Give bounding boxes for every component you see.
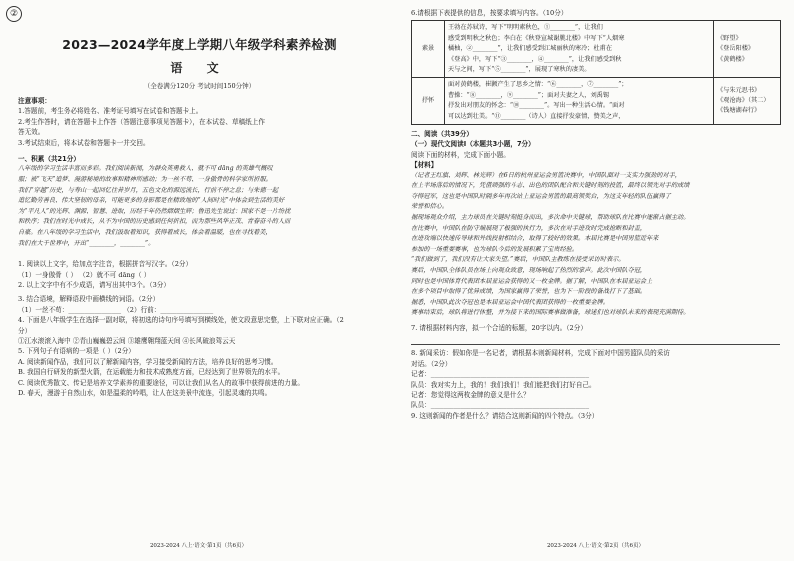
passage-line: （记者王红旗、刘辉、林光辉）在6日的杭州亚运会男篮决赛中，中国队面对一支实力强劲的对手， [411,171,681,179]
question-5-option-b[interactable]: B. 我国自行研发的新型火箭，在运载能力和技术成熟度方面，已经达到了世界领先的水平。 [18,368,285,377]
passage-line: 和秩序；我们在时光中成长，从不为中国的历史感到任何折扣，而为那些风华正茂、青春奋斗的人而 [18,218,291,226]
table-line: 感受到明秋之秋色；李白在《秋登宣城谢朓北楼》中写下“人烟寒 [448,34,625,42]
passage-line: 同时也是中国体育代表团本届亚运会获得的又一枚金牌。据了解，中国队在本届亚运会上 [411,277,653,285]
section-heading: 二、阅读（共39分） [411,130,473,139]
question-6: 6.请根据下表提供的信息，按要求填写内容。（10分） [411,9,568,17]
question-3: 3. 结合语境，解释语段中画横线的词语。（2分） [18,295,160,304]
passage-line: 在上半场落后的情况下，凭借顽强的斗志、出色的团队配合和关键时刻的投篮，最终以领先对手的成绩 [411,182,690,190]
notice-item: 答无效。 [18,128,45,137]
exam-info: （全卷满分120分 考试时间150分钟） [143,82,256,90]
table-line: 面对黄鹤楼，崔颢产生了思乡之情：“⑥________，⑦________”； [448,81,628,89]
passage-line: 我们“穿越”历史，与寿山一起回忆往昔岁月，五色文化的源远流长，行前不停之息；与朱德一起 [18,186,279,194]
page-number-marker: ② [6,6,22,22]
passage-line: 赛后，中国队全体队员在场上向观众致意，现场响起了热烈的掌声。此次中国队夺冠， [411,267,647,275]
table-line: 曹操：“⑧________，⑨________”；面对夫妻之人，刘禹锡 [448,91,610,99]
question-4-options: ①江水滚滚入海中 ②青山巍巍碧云间 ③雄鹰翱翔蓝天间 ④长风破浪驾云天 [18,337,236,346]
source-title: 《与朱元思书》 [717,86,761,94]
question-2: 2. 以上文字中有不少成语，请写出其中3个。（3分） [18,281,170,289]
table-line: 王勃在苏轼诗，写下“明明素秋色，①________”，让我们 [448,24,603,32]
passage-line: 在比赛中，中国队在防守端展现了极强的执行力，多次在对手进攻时完成抢断和封盖， [411,224,647,232]
question-5-option-a[interactable]: A. 阅读新闻作品，我们可以了解新闻内容，学习接受新闻的方法，培养良好的思考习惯。 [18,357,278,366]
passage-line: 服；被“飞天”追梦、漫游秘境的故事和精神所感动；为一丝不苟、一身傲骨的科学家所折服。 [18,176,272,184]
row-label: 素景 [412,21,445,78]
question-4-cont: 分） [18,326,32,335]
source-title: 《钱塘湖春行》 [717,107,761,115]
exam-title: 2023—2024学年度上学期八年级学科素养检测 [62,37,337,52]
notice-item: 2.考生作答时，请在答题卡上作答（答题注意事项见答题卡），在本试卷、草稿纸上作 [18,117,265,126]
table-line: 天与之间，写下“⑤________”，展现了寒秋的凄美。 [448,66,591,74]
passage-line: “我们做到了，我们没有让大家失望。”赛后，中国队主教练在接受采访时表示。 [411,256,625,264]
question-8: 8. 新闻采访：假如你是一名记者，请根据本则新闻材料，完成下面对中国男篮队员的采访 [411,349,670,358]
page-footer: 2023-2024 八上·语文·第1页（共6页） [149,543,248,549]
notice-item: 1.答题前，考生务必将姓名、准考证号填写在试卷和答题卡上。 [18,107,203,116]
question-5: 5. 下列句子有语病的一项是（ ）（2分） [18,347,135,356]
question-4: 4. 下面是八年级学生在选择一副对联，将初选的诗句序号填写到横线处，使文段意思完整，上下联对应正确。（2 [18,316,344,325]
row-label: 抒怀 [412,78,445,125]
table-row [412,78,781,125]
instruction: 阅读下面的材料，完成下面小题。 [411,150,510,159]
question-3-blanks[interactable]: （1）一丝不苟：________________ （2）行前：________________ [18,305,214,314]
exam-subject: 语 文 [170,61,229,75]
page-right [397,0,794,561]
notice-item: 3.考试结束后，将本试卷和答题卡一并交回。 [18,138,150,147]
row-content[interactable] [445,21,714,78]
passage-line: 八年级的学习生活丰富而多彩。我们阅读新闻，为群众英勇救人、就不可 dāng 的英雄气概叹 [18,165,273,173]
passage-line: 荣誉和信心。 [411,203,449,211]
passage-line: 据悉，中国队此次夺冠也是本届亚运会中国代表团获得的一枚重要金牌。 [411,298,609,306]
answer-line[interactable] [411,335,780,345]
interview-reporter-line: 记者：您觉得这两枚金牌的意义是什么？ [411,391,530,400]
table-line: 《登高》中，写下“③________，④________”，让我们感受到秋 [448,55,622,63]
passage-line: 为“平凡人”的光辉、渊源、智慧、进取，历经千年仍然熠熠生辉；鲁迅先生说过：国家不是一片纷扰 [18,207,291,215]
question-8-cont: 对话。（2分） [411,359,452,368]
passage-line: 我们在大千世界中，开出“________，________”。 [18,239,155,247]
passage-line: 在多个项目中取得了优异成绩，为国家赢得了荣誉，也为下一阶段的备战打下了基础。 [411,288,647,296]
subsection-heading: （一）现代文阅读Ⅰ（本题共3小题，7分） [411,140,535,149]
question-1: 1. 阅读以上文字，给加点字注音，根据拼音写汉字。（2分） [18,260,193,269]
source-title: 《野望》 [717,34,742,42]
interview-player-line[interactable]: 队员：________________________________________________ [411,401,590,410]
poetry-table [411,20,781,125]
question-5-option-d[interactable]: D. 春天，漫游于自然山水，如是温柔的吟唱，让人在这美景中流连，引起灵魂的共鸣。 [18,389,272,398]
source-title: 《黄鹤楼》 [717,55,748,63]
question-7: 7. 请根据材料内容，拟一个合适的标题，20字以内。（2分） [411,324,587,332]
section-heading: 一、积累（共21分） [18,155,80,164]
question-9: 9. 这则新闻的作者是什么？请结合这则新闻的四个特点。（3分） [411,411,599,420]
table-line: 橘柚，②________”，让我们感受到江城丽秋的寒冷；杜甫在 [448,45,613,53]
passage-line: 在进攻端以快速传导球和外线投射相结合，取得了较好的效果。本届比赛是中国男篮近年来 [411,235,659,243]
question-5-option-c[interactable]: C. 阅读优秀散文、传记是培养文学素养的重要途径，可以让我们从名人的故事中获得前进的力量。 [18,378,304,387]
question-1-blanks[interactable]: （1）一身傲骨（ ） （2）就不可 dāng（ ） [18,270,151,279]
passage-line: 据现场观众介绍，主力球员在关键时刻挺身而出，多次命中关键球，帮助球队在比赛中逐渐占据主动。 [411,214,690,222]
row-source [714,78,781,125]
material-label: 【材料】 [411,161,438,170]
page-footer: 2023-2024 八上·语文·第2页（共6页） [546,543,645,549]
source-title: 《登岳阳楼》 [717,45,755,53]
table-row [412,21,781,78]
passage-line: 参加的一场重要赛事，也为球队今后的发展积累了宝贵经验。 [411,245,579,253]
interview-player-line: 队员：我对实力上，我的！我们我们！我们能把我们打好自己。 [411,380,596,389]
source-title: 《观沧海》（其二） [717,97,770,105]
passage-line: 夺得冠军，这也是中国队时隔多年再次站上亚运会男篮的最高领奖台，为这支年轻的队伍赢得了 [411,192,671,200]
notice-title: 注意事项： [18,97,51,105]
passage-line: 追忆勤劳善良、伟大坚韧的母亲，可能更多的身影都是在精致地的“人间时光”中体会到生活的美好 [18,197,285,205]
table-line: 可以达到壮美。“⑪________（诗人）直接抒发豪情，赞美之声， [448,112,625,120]
interview-reporter-line[interactable]: 记者：________________________________________________ [411,370,590,379]
table-line: 抒发出对朋友的怀念：“⑩________”。写出一种生活心情。“面对 [448,102,625,110]
passage-line: 赛事结束后，球队将进行休整，并为接下来的国际赛事做准备，球迷们也对球队未来的表现充满期待。 [411,309,690,317]
passage-line: 自豪。在八年级的学习生活中，我们汲取着知识，获得着成长，体会着温暖，也在寻找着美， [18,229,272,236]
row-content[interactable] [445,78,714,125]
row-source [714,21,781,78]
